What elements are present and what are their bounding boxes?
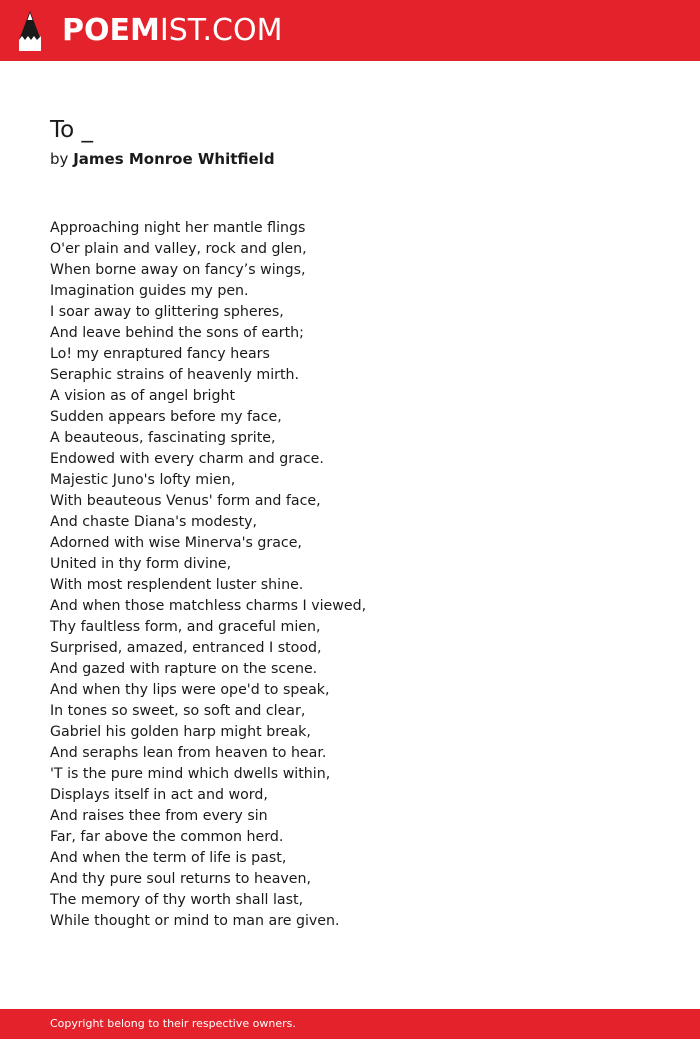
poem-line: With most resplendent luster shine. xyxy=(50,577,304,593)
poem-line: Imagination guides my pen. xyxy=(50,283,249,299)
poem-line: Approaching night her mantle flings xyxy=(50,220,306,236)
poem-line: And when the term of life is past, xyxy=(50,850,287,866)
poem-line: A beauteous, fascinating sprite, xyxy=(50,430,276,446)
site-logo-text xyxy=(62,10,282,52)
byline-prefix: by xyxy=(50,150,69,168)
poem-body xyxy=(50,218,650,932)
poem-line: Lo! my enraptured fancy hears xyxy=(50,346,270,362)
poem-line: 'T is the pure mind which dwells within, xyxy=(50,766,331,782)
poem-line: Surprised, amazed, entranced I stood, xyxy=(50,640,322,656)
poem-line: And seraphs lean from heaven to hear. xyxy=(50,745,327,761)
poem-line: When borne away on fancy’s wings, xyxy=(50,262,306,278)
author-name: James Monroe Whitfield xyxy=(73,150,275,168)
poem-line: And thy pure soul returns to heaven, xyxy=(50,871,312,887)
poem-line: And when those matchless charms I viewed, xyxy=(50,598,367,614)
poem-line: Displays itself in act and word, xyxy=(50,787,268,803)
poem-line: The memory of thy worth shall last, xyxy=(50,892,304,908)
footer-bar xyxy=(0,1009,700,1039)
header-bar xyxy=(0,0,700,61)
poem-title: To _ xyxy=(50,117,94,143)
site-logo-link[interactable] xyxy=(18,10,282,52)
poem-line: Adorned with wise Minerva's grace, xyxy=(50,535,302,551)
poem-line: And chaste Diana's modesty, xyxy=(50,514,258,530)
poem-line: United in thy form divine, xyxy=(50,556,232,572)
poem-line: In tones so sweet, so soft and clear, xyxy=(50,703,306,719)
poem-line: Majestic Juno's lofty mien, xyxy=(50,472,236,488)
poem-line: And leave behind the sons of earth; xyxy=(50,325,304,341)
poem-line: O'er plain and valley, rock and glen, xyxy=(50,241,307,257)
poem-header xyxy=(50,112,650,170)
poem-line: Endowed with every charm and grace. xyxy=(50,451,324,467)
poem-line: And when thy lips were ope'd to speak, xyxy=(50,682,330,698)
byline xyxy=(50,148,650,170)
poem-line: Sudden appears before my face, xyxy=(50,409,282,425)
poem-line: And raises thee from every sin xyxy=(50,808,268,824)
poem-line: While thought or mind to man are given. xyxy=(50,913,340,929)
logo-text-light: IST.COM xyxy=(159,13,283,48)
poem-line: Thy faultless form, and graceful mien, xyxy=(50,619,321,635)
poem-line: And gazed with rapture on the scene. xyxy=(50,661,318,677)
poem-line: Gabriel his golden harp might break, xyxy=(50,724,311,740)
poem-line: I soar away to glittering spheres, xyxy=(50,304,284,320)
copyright-notice: Copyright belong to their respective owners. xyxy=(50,1017,296,1030)
poem-line: Far, far above the common herd. xyxy=(50,829,284,845)
logo-text-bold: POEM xyxy=(62,13,160,48)
poem-line: Seraphic strains of heavenly mirth. xyxy=(50,367,300,383)
pencil-tip-icon xyxy=(18,10,42,52)
poem-line: A vision as of angel bright xyxy=(50,388,236,404)
poem-line: With beauteous Venus' form and face, xyxy=(50,493,321,509)
